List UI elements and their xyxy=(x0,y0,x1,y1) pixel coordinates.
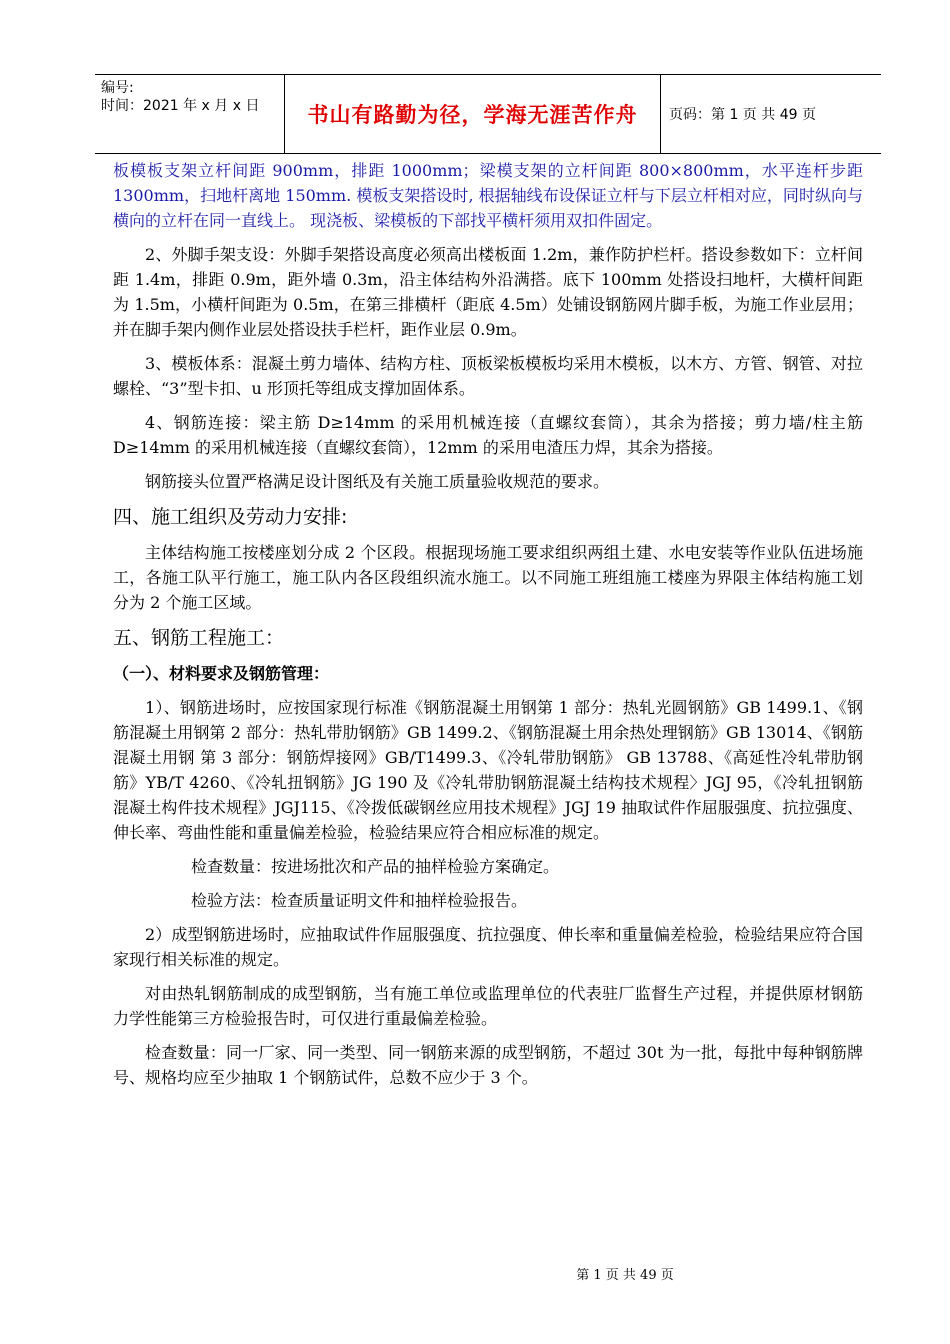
paragraph: 2、外脚手架支设：外脚手架搭设高度必须高出楼板面 1.2m，兼作防护栏杆。搭设参数如下：立杆间距 1.4m，排距 0.9m，距外墙 0.3m，沿主体结构外沿满搭。底下 100mm 处搭设扫地杆，大横杆间距为 1.5m，小横杆间距为 0.5m，在第三排横杆（距底 4.5m）处铺设钢筋网片脚手板，为施工作业层用；并在脚手架内侧作业层处搭设扶手栏杆，距作业层 0.9m。 xyxy=(113,245,863,339)
doc-number-label: 编号: xyxy=(101,80,134,96)
paragraph: 主体结构施工按楼座划分成 2 个区段。根据现场施工要求组织两组土建、水电安装等作业队伍进场施工，各施工队平行施工，施工队内各区段组织流水施工。以不同施工班组施工楼座为界限主体结构施工划分为 2 个施工区域。 xyxy=(113,543,863,612)
paragraph: 检验方法：检查质量证明文件和抽样检验报告。 xyxy=(191,891,528,910)
section-heading: 四、施工组织及劳动力安排: xyxy=(113,506,348,528)
page-header xyxy=(95,74,881,154)
page-footer: 第 1 页 共 49 页 xyxy=(576,1268,674,1283)
document-body xyxy=(113,158,863,1099)
paragraph: 钢筋接头位置严格满足设计图纸及有关施工质量验收规范的要求。 xyxy=(145,472,610,491)
paragraph: 1）、钢筋进场时，应按国家现行标准《钢筋混凝土用钢第 1 部分：热轧光圆钢筋》GB 1499.1、《钢筋混凝土用钢第 2 部分：热轧带肋钢筋》GB 1499.2、《钢筋混凝土用余热处理钢筋》GB 13014、《钢筋混凝土用钢 第 3 部分：钢筋焊接网》GB/T1499.3、《冷轧带肋钢筋》 GB 13788、《高延性冷轧带肋钢筋》YB/T 4260、《冷轧扭钢筋》JG 190 及《冷轧带肋钢筋混凝土结构技术规程〉JGJ 95，《冷轧扭钢筋混凝土构件技术规程》JGJ115、《冷拨低碳钢丝应用技术规程》JGJ 19 抽取试件作屈服强度、抗拉强度、伸长率、弯曲性能和重量偏差检验，检验结果应符合相应标准的规定。 xyxy=(113,698,863,842)
section-heading: 五、钢筋工程施工： xyxy=(113,627,285,649)
paragraph: 4、钢筋连接：梁主筋 D≥14mm 的采用机械连接（直螺纹套筒），其余为搭接；剪力墙/柱主筋 D≥14mm 的采用机械连接（直螺纹套筒），12mm 的采用电渣压力焊，其余为搭接。 xyxy=(113,413,863,457)
paragraph: 2）成型钢筋进场时，应抽取试件作屈服强度、抗拉强度、伸长率和重量偏差检验，检验结果应符合国家现行相关标准的规定。 xyxy=(113,925,863,969)
header-info xyxy=(95,75,285,153)
paragraph: 检查数量：同一厂家、同一类型、同一钢筋来源的成型钢筋，不超过 30t 为一批，每批中每种钢筋牌号、规格均应至少抽取 1 个钢筋试件，总数不应少于 3 个。 xyxy=(113,1043,863,1087)
doc-time-label: 时间：2021 年 x 月 x 日 xyxy=(101,98,260,114)
subsection-heading: （一）、材料要求及钢筋管理： xyxy=(113,664,330,683)
header-motto: 书山有路勤为径，学海无涯苦作舟 xyxy=(285,75,661,153)
paragraph: 检查数量：按进场批次和产品的抽样检验方案确定。 xyxy=(191,857,560,876)
paragraph: 对由热轧钢筋制成的成型钢筋，当有施工单位或监理单位的代表驻厂监督生产过程，并提供原材钢筋力学性能第三方检验报告时，可仅进行重最偏差检验。 xyxy=(113,984,863,1028)
header-page-label: 页码：第 1 页 共 49 页 xyxy=(669,107,816,123)
paragraph: 板模板支架立杆间距 900mm，排距 1000mm；梁模支架的立杆间距 800×800mm，水平连杆步距 1300mm，扫地杆离地 150mm. 模板支架搭设时, 根据轴线布设保证立杆与下层立杆相对应，同时纵向与横向的立杆在同一直线上。 现浇板、梁模板的下部找平横杆须用双扣件固定。 xyxy=(113,161,863,230)
paragraph: 3、模板体系：混凝土剪力墙体、结构方柱、顶板梁板模板均采用木模板，以木方、方管、钢管、对拉螺栓、“3”型卡扣、u 形顶托等组成支撑加固体系。 xyxy=(113,354,863,398)
